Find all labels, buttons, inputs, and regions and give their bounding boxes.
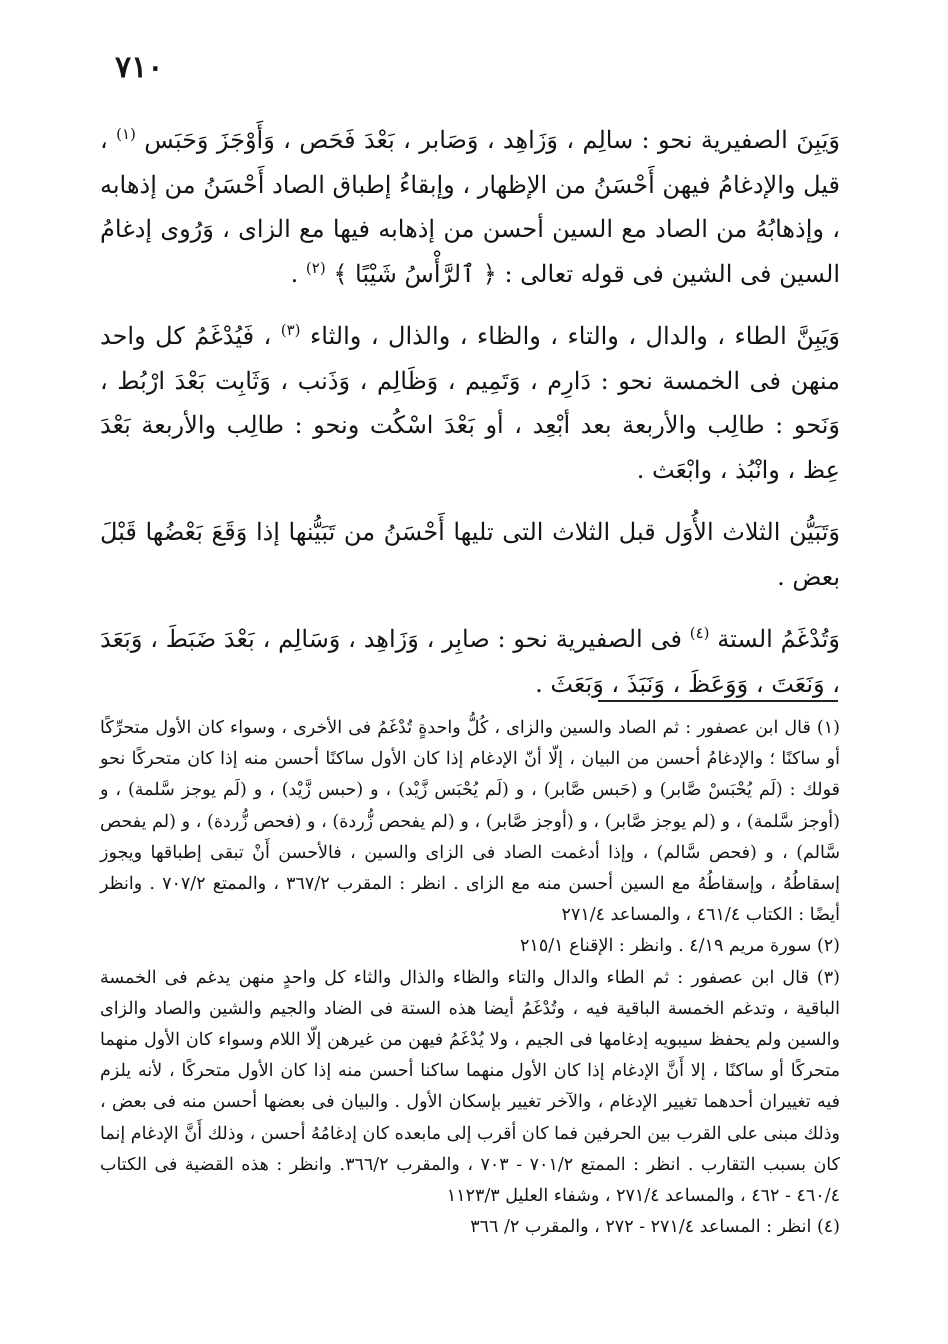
footnote-ref-2: (٢) [305,258,326,277]
footnote-label: (٣) [816,967,840,988]
footnote-text: سورة مريم ٤/١٩ . وانظر : الإقناع ٢١٥/١ [520,936,812,957]
paragraph-2 [100,314,840,492]
paragraph-1-text-b: ، قيل والإدغامُ فيهن أَحْسَنُ من الإظهار ، وإبقاءُ إطباق الصاد أَحْسَنُ من إذهابه ، وإذهابُهُ من الصاد مع السين أحسن من إذهابه فيها مع الزاى ، وَرُوى إدغامُ السين فى الشين فى قوله تعالى : ﴿ ٱلرَّأْسُ شَيْبًا ﴾ [100,126,840,288]
paragraph-3 [100,510,840,599]
footnote-ref-4: (٤) [689,624,710,642]
footnote-4 [100,1212,840,1243]
footnote-3 [100,963,840,1213]
footnote-divider [598,700,838,702]
paragraph-4-text-a: وَتُدْغَمُ الستة [717,625,840,653]
footnotes [100,713,840,1243]
paragraph-2-text-b: ، فَيُدْغَمُ كل واحد منهن فى الخمسة نحو : دَارِم ، وَتَمِيم ، وَظَالِم ، وَذَنب ، وَثَابِت بَعْدَ ارْبُط ، وَنَحو : طالِب والأربعة بعد أبْعِد ، أو بَعْدَ اسْكُت ونحو : طالِب والأربعة بَعْدَ عِظ ، وانْبُذ ، وابْعَث . [100,322,840,484]
paragraph-1-text-c: . [290,259,299,288]
paragraph-1-text-a: وَيَبِنَ الصفيرية نحو : سالِم ، وَزَاهِد ، وَصَابر ، بَعْدَ فَحَص ، وَأَوْجَزَ وَحَبَس [144,126,840,154]
footnote-ref-3: (٣) [280,321,301,339]
footnote-2 [100,931,840,962]
footnote-label: (٤) [816,1217,840,1238]
footnote-ref-1: (١) [116,125,136,143]
paragraph-4 [100,617,840,706]
footnote-text: انظر : المساعد ٢٧١/٤ - ٢٧٢ ، والمقرب ٢/ ٣٦٦ [470,1217,812,1238]
footnote-label: (١) [816,718,840,738]
footnote-text: قال ابن عصفور : ثم الطاء والدال والتاء والظاء والذال والثاء كل واحدٍ منهن يدغم فى الخمسة الباقية ، وتدغم الخمسة الباقية فيه ، وتُدْغَمُ أيضا هذه الستة فى الضاد والجيم والشين والصاد والزاى والسين ولم يحفظ سيبويه إدغامها فى الجيم ، ولا يُدْغَمُ فيهن من غيرهن إلّا اللام وسواء كان الأول منهما متحركًا أو ساكنًا ، إلا أَنَّ الإدغام إذا كان الأول منهما ساكنا أحسن منه إذا كان الأول متحركًا ، لأنه يلزم فيه تغييران أحدهما تغيير الإدغام ، والآخر تغيير بإسكان الأول . والبيان فى بعضها أحسن منه فى بعض ، وذلك مبنى على القرب بين الحرفين فما كان أقرب إلى مابعده كان إدغامُهُ أحسن ، وذلك أَنَّ الإدغام إنما كان بسبب التقارب . انظر : الممتع ٧٠١/٢ - ٧٠٣ ، والمقرب ٣٦٦/٢. وانظر : هذه القضية فى الكتاب ٤٦٠/٤ - ٤٦٢ ، والمساعد ٢٧١/٤ ، وشفاء العليل ١١٢٣/٣ [100,967,840,1207]
paragraph-3-text: وَتَبَيُّن الثلاث الأُوَل قبل الثلاث التى تليها أَحْسَنُ من تَبَيُّنها إذا وَقَعَ بَعْضُها قَبْلَ بعض . [100,518,841,591]
footnote-label: (٢) [816,936,840,957]
footnote-1 [100,713,840,931]
paragraph-2-text-a: وَيَبِنَّ الطاء ، والدال ، والتاء ، والظاء ، والذال ، والثاء [309,322,840,350]
footnote-text: قال ابن عصفور : ثم الصاد والسين والزاى ، كُلُّ واحدةٍ تُدْغَمُ فى الأخرى ، وسواء كان الأول متحرِّكًا أو ساكنًا ؛ والإدغامُ أحسن من البيان ، إلّا أنّ الإدغام إذا كان الأول ساكنًا أحسن منه إذا كان متحركًا نحو قولك : (لَم يُحْبَسْ صَّابر) و (حَبس صَّابر) ، و (لَم يُحْبَس زَّيْد) ، و (حبس زَّيْد) ، و (لَم يوجز سَّلمة) ، و (أوجز سَّلمة) ، و (لم يوجز صَّابر) ، و (أوجز صَّابر) ، و (لم يفحص زُّردة) ، و (فحص زُّردة) ، و (لم يفحص سَّالم) ، و (فحص سَّالم) ، وإذا أدغمت الصاد فى الزاى والسين ، فالأحسن أَنْ تبقى إطباقها ويجوز إسقاطُهُ ، وإسقاطُهُ مع السين أحسن منه مع الزاى . انظر : المقرب ٣٦٧/٢ ، والممتع ٧٠٧/٢ . وانظر أيضًا : الكتاب ٤٦١/٤ ، والمساعد ٢٧١/٤ [100,718,841,926]
page-number: ٧١٠ [115,50,164,85]
paragraph-4-text-b: فى الصفيرية نحو : صابِر ، وَزَاهِد ، وَسَالِم ، بَعْدَ ضَبَطَ ، وَبَعَدَ ، وَنَعَتَ ، وَوَعَظَ ، وَنَبَذَ ، وَبَعَثَ . [100,625,840,698]
main-text [100,118,840,724]
paragraph-1 [100,118,840,296]
